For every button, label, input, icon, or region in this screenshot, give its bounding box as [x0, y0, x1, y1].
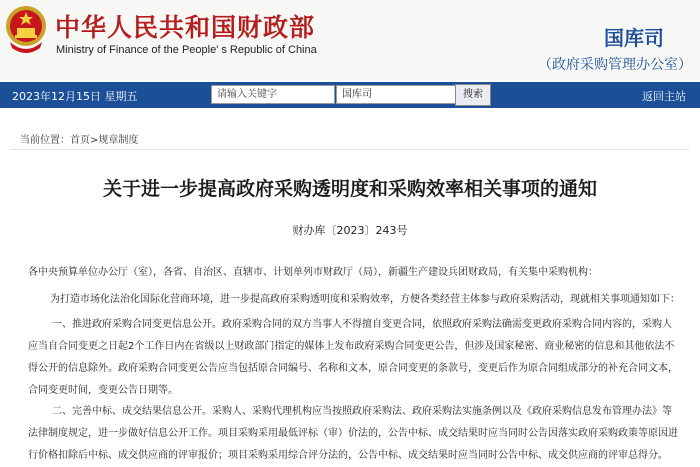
breadcrumb-home-link[interactable]: 首页 — [70, 135, 90, 146]
breadcrumb-prefix: 当前位置： — [20, 135, 70, 146]
breadcrumb — [20, 131, 138, 146]
current-date: 2023年12月15日 星期五 — [12, 90, 138, 103]
search-input[interactable]: 请输入关键字 — [211, 85, 335, 104]
article-intro: 为打造市场化法治化国际化营商环境，进一步提高政府采购透明度和采购效率，方便各类经营主体参与政府采购活动，现就相关事项通知如下： — [50, 294, 680, 305]
article-recipients: 各中央预算单位办公厅（室），各省、自治区、直辖市、计划单列市财政厅（局），新疆生产建设兵团财政局，有关集中采购机构： — [28, 267, 598, 278]
department-name: 国库司 — [604, 26, 664, 50]
site-name-english: Ministry of Finance of the People' s Republic of China — [56, 44, 317, 56]
article-section-2: 二、完善中标、成交结果信息公开。采购人、采购代理机构应当按照政府采购法、政府采购法实施条例以及《政府采购信息发布管理办法》等法律制度规定，进一步做好信息公开工作。项目采购采用最低评标（审）价法的，公告中标、成交结果时应当同时公告因落实政府采购政策等原因进行价格扣除后中标、成交供应商的评审报价；项目采购采用综合评分法的，公告中标、成交结果时应当同时公告中标、成交供应商的评审总得分。 — [28, 406, 678, 461]
return-home-link[interactable]: 返回主站 — [642, 90, 686, 103]
national-emblem-icon — [4, 4, 48, 54]
breadcrumb-separator: > — [90, 135, 99, 146]
article-title: 关于进一步提高政府采购透明度和采购效率相关事项的通知 — [102, 178, 597, 200]
breadcrumb-divider — [10, 149, 690, 150]
site-name: 中华人民共和国财政部 — [55, 13, 316, 42]
search-button[interactable]: 搜索 — [455, 84, 491, 106]
breadcrumb-section-link[interactable]: 规章制度 — [98, 135, 139, 146]
article-section-1: 一、推进政府采购合同变更信息公开。政府采购合同的双方当事人不得擅自变更合同，依照政府采购法确需变更政府采购合同内容的，采购人应当自合同变更之日起2个工作日内在省级以上财政部门指定的媒体上发布政府采购合同变更公告，但涉及国家秘密、商业秘密的信息和其他依法不得公开的信息除外。政府采购合同变更公告应当包括原合同编号、名称和文本，原合同变更的条款号，变更后作为原合同组成部分的补充合同文本，合同变更时间，变更公告日期等。 — [28, 319, 678, 396]
site-header — [0, 0, 700, 80]
nav-bar — [0, 82, 700, 108]
document-number: 财办库〔2023〕243号 — [292, 224, 408, 237]
site-select-dropdown[interactable]: 国库司 — [336, 85, 456, 104]
department-subtitle: （政府采购管理办公室） — [538, 57, 692, 73]
